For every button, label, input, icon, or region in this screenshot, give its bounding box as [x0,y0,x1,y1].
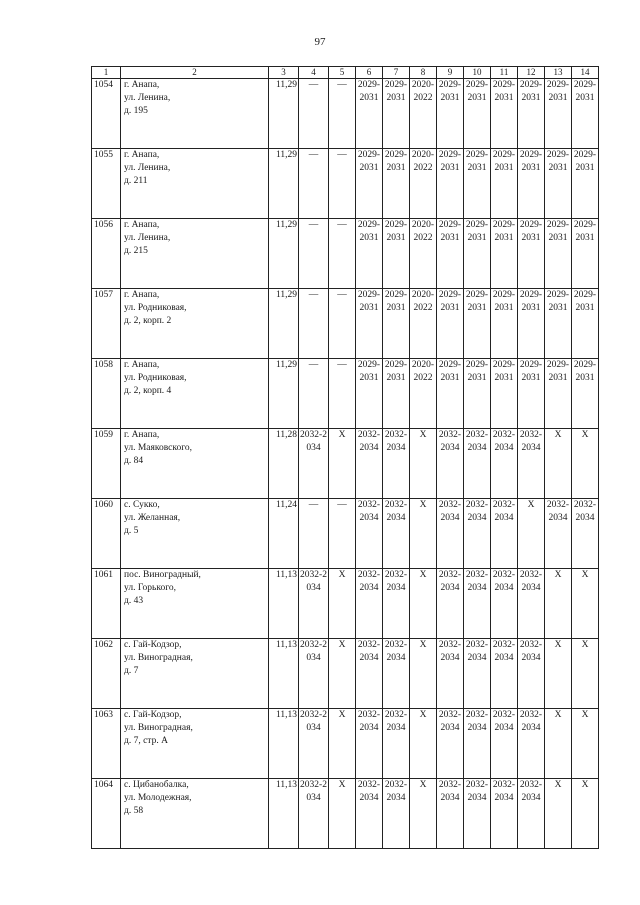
period-cell: 2032-2034 [383,709,410,779]
area-cell: 11,29 [269,289,299,359]
period-cell: 2029-2031 [518,219,545,289]
address-cell [121,79,269,149]
address-line: д. 2, корп. 4 [124,386,172,396]
period-cell: 2032-2034 [491,499,518,569]
period-cell: 2029-2031 [383,219,410,289]
period-cell: 2029-2031 [383,359,410,429]
period-cell: 2029-2031 [356,359,383,429]
period-cell: 2032-2034 [383,499,410,569]
period-cell: 2020-2022 [410,79,437,149]
period-cell: 2032-2034 [383,779,410,849]
period-cell: 2032-2034 [464,499,491,569]
period-cell: X [329,429,356,499]
period-cell: 2029-2031 [437,149,464,219]
period-cell: 2032-2034 [437,569,464,639]
period-cell: 2029-2031 [572,289,599,359]
area-cell: 11,29 [269,359,299,429]
period-cell: 2032-2034 [356,499,383,569]
period-cell: 2029-2031 [572,359,599,429]
address-cell [121,499,269,569]
address-line: д. 7, стр. А [124,736,168,746]
period-cell: 2032-2034 [299,639,329,709]
address-cell [121,779,269,849]
period-cell: 2029-2031 [545,359,572,429]
column-number: 12 [518,67,545,79]
table-row [92,429,599,499]
address-line: ул. Желанная, [124,513,181,523]
period-cell: X [545,779,572,849]
period-cell: 2032-2034 [518,569,545,639]
period-cell: 2029-2031 [383,289,410,359]
address-line: г. Анапа, [124,360,160,370]
row-number: 1060 [92,499,121,569]
address-line: д. 215 [124,246,148,256]
address-line: г. Анапа, [124,290,160,300]
area-cell: 11,29 [269,79,299,149]
table-row [92,639,599,709]
address-line: ул. Горького, [124,583,176,593]
address-line: д. 58 [124,806,144,816]
period-cell: 2032-2034 [518,779,545,849]
period-cell: X [410,499,437,569]
area-cell: 11,24 [269,499,299,569]
row-number: 1057 [92,289,121,359]
column-number: 4 [299,67,329,79]
period-cell: 2032-2034 [518,429,545,499]
period-cell: 2032-2034 [437,429,464,499]
row-number: 1056 [92,219,121,289]
period-cell: 2029-2031 [464,359,491,429]
row-number: 1064 [92,779,121,849]
area-cell: 11,13 [269,569,299,639]
period-cell: 2032-2034 [299,569,329,639]
address-cell [121,429,269,499]
period-cell: 2032-2034 [299,709,329,779]
period-cell: 2029-2031 [491,359,518,429]
column-number: 6 [356,67,383,79]
period-cell: 2032-2034 [437,779,464,849]
address-line: ул. Ленина, [124,233,171,243]
period-cell: 2032-2034 [437,639,464,709]
period-cell: — [299,499,329,569]
period-cell: 2032-2034 [545,499,572,569]
period-cell: — [329,359,356,429]
period-cell: 2032-2034 [356,639,383,709]
period-cell: — [329,499,356,569]
period-cell: 2029-2031 [518,149,545,219]
period-cell: 2020-2022 [410,149,437,219]
address-line: д. 211 [124,176,148,186]
column-number: 9 [437,67,464,79]
period-cell: X [572,639,599,709]
address-line: ул. Ленина, [124,163,171,173]
period-cell: 2029-2031 [491,79,518,149]
address-line: с. Сукко, [124,500,160,510]
row-number: 1059 [92,429,121,499]
area-cell: 11,28 [269,429,299,499]
period-cell: 2029-2031 [383,149,410,219]
period-cell: 2032-2034 [299,779,329,849]
period-cell: 2029-2031 [545,289,572,359]
period-cell: 2032-2034 [491,709,518,779]
period-cell: 2032-2034 [491,639,518,709]
address-cell [121,359,269,429]
area-cell: 11,13 [269,709,299,779]
period-cell: 2020-2022 [410,219,437,289]
area-cell: 11,13 [269,639,299,709]
address-line: ул. Виноградная, [124,653,193,663]
period-cell: 2032-2034 [491,569,518,639]
period-cell: 2032-2034 [491,779,518,849]
period-cell: — [299,219,329,289]
period-cell: 2032-2034 [572,499,599,569]
address-line: д. 7 [124,666,139,676]
period-cell: 2029-2031 [572,219,599,289]
period-cell: 2029-2031 [464,219,491,289]
address-line: ул. Ленина, [124,93,171,103]
table-row [92,499,599,569]
address-line: д. 43 [124,596,144,606]
period-cell: 2032-2034 [464,569,491,639]
period-cell: X [410,779,437,849]
period-cell: X [410,569,437,639]
period-cell: — [329,219,356,289]
period-cell: 2029-2031 [545,219,572,289]
period-cell: 2032-2034 [356,709,383,779]
period-cell: 2029-2031 [545,149,572,219]
period-cell: 2029-2031 [518,289,545,359]
address-cell [121,709,269,779]
address-line: с. Гай-Кодзор, [124,710,182,720]
page-number: 97 [314,36,326,48]
housing-program-table [91,66,599,849]
period-cell: — [329,289,356,359]
period-cell: — [299,79,329,149]
period-cell: 2029-2031 [437,359,464,429]
row-number: 1055 [92,149,121,219]
table-row [92,779,599,849]
table-row [92,709,599,779]
period-cell: 2029-2031 [437,219,464,289]
address-line: д. 2, корп. 2 [124,316,172,326]
table-row [92,359,599,429]
period-cell: 2029-2031 [356,79,383,149]
period-cell: 2029-2031 [464,149,491,219]
period-cell: 2029-2031 [464,289,491,359]
row-number: 1061 [92,569,121,639]
address-cell [121,569,269,639]
period-cell: 2020-2022 [410,359,437,429]
period-cell: X [410,639,437,709]
address-line: ул. Маяковского, [124,443,193,453]
period-cell: 2029-2031 [572,79,599,149]
period-cell: X [329,709,356,779]
period-cell: 2029-2031 [437,289,464,359]
column-number: 10 [464,67,491,79]
period-cell: 2032-2034 [356,779,383,849]
column-number: 13 [545,67,572,79]
period-cell: X [545,709,572,779]
period-cell: 2032-2034 [299,429,329,499]
row-number: 1054 [92,79,121,149]
period-cell: 2029-2031 [437,79,464,149]
address-line: г. Анапа, [124,150,160,160]
period-cell: 2032-2034 [464,429,491,499]
period-cell: — [329,79,356,149]
column-number: 2 [121,67,269,79]
period-cell: 2029-2031 [518,79,545,149]
period-cell: 2029-2031 [464,79,491,149]
area-cell: 11,29 [269,149,299,219]
period-cell: 2032-2034 [464,639,491,709]
column-number: 11 [491,67,518,79]
period-cell: — [299,289,329,359]
period-cell: X [572,709,599,779]
period-cell: 2032-2034 [437,499,464,569]
period-cell: 2029-2031 [572,149,599,219]
period-cell: 2029-2031 [356,149,383,219]
address-line: д. 195 [124,106,148,116]
row-number: 1058 [92,359,121,429]
period-cell: — [299,359,329,429]
period-cell: 2032-2034 [491,429,518,499]
period-cell: 2032-2034 [437,709,464,779]
table-row [92,569,599,639]
period-cell: X [329,779,356,849]
address-line: г. Анапа, [124,430,160,440]
column-number: 5 [329,67,356,79]
address-cell [121,289,269,359]
period-cell: 2029-2031 [491,149,518,219]
address-line: ул. Родниковая, [124,303,187,313]
column-number: 14 [572,67,599,79]
row-number: 1062 [92,639,121,709]
address-cell [121,639,269,709]
area-cell: 11,13 [269,779,299,849]
column-number: 3 [269,67,299,79]
period-cell: 2032-2034 [383,639,410,709]
period-cell: 2029-2031 [356,219,383,289]
address-line: г. Анапа, [124,80,160,90]
period-cell: X [329,639,356,709]
table-row [92,79,599,149]
period-cell: 2020-2022 [410,289,437,359]
area-cell: 11,29 [269,219,299,289]
period-cell: X [410,429,437,499]
period-cell: X [572,429,599,499]
period-cell: 2029-2031 [491,219,518,289]
table-row [92,149,599,219]
period-cell: 2032-2034 [518,639,545,709]
period-cell: X [545,639,572,709]
address-line: с. Гай-Кодзор, [124,640,182,650]
address-line: с. Цибанобалка, [124,780,189,790]
period-cell: 2032-2034 [464,779,491,849]
column-number: 8 [410,67,437,79]
period-cell: X [545,569,572,639]
period-cell: X [410,709,437,779]
period-cell: 2032-2034 [518,709,545,779]
period-cell: 2032-2034 [356,569,383,639]
address-line: пос. Виноградный, [124,570,201,580]
period-cell: X [329,569,356,639]
address-line: ул. Родниковая, [124,373,187,383]
address-line: ул. Молодежная, [124,793,192,803]
address-line: д. 5 [124,526,139,536]
period-cell: — [329,149,356,219]
period-cell: 2032-2034 [383,429,410,499]
period-cell: 2029-2031 [545,79,572,149]
period-cell: 2029-2031 [383,79,410,149]
period-cell: 2032-2034 [383,569,410,639]
period-cell: — [299,149,329,219]
address-line: г. Анапа, [124,220,160,230]
address-line: д. 84 [124,456,144,466]
period-cell: 2029-2031 [491,289,518,359]
address-cell [121,149,269,219]
table-row [92,289,599,359]
address-cell [121,219,269,289]
period-cell: X [518,499,545,569]
address-line: ул. Виноградная, [124,723,193,733]
period-cell: 2032-2034 [356,429,383,499]
column-number: 7 [383,67,410,79]
period-cell: X [572,779,599,849]
column-number: 1 [92,67,121,79]
period-cell: 2032-2034 [464,709,491,779]
table-row [92,219,599,289]
column-number-row [92,67,599,79]
period-cell: X [572,569,599,639]
period-cell: 2029-2031 [356,289,383,359]
row-number: 1063 [92,709,121,779]
period-cell: X [545,429,572,499]
period-cell: 2029-2031 [518,359,545,429]
